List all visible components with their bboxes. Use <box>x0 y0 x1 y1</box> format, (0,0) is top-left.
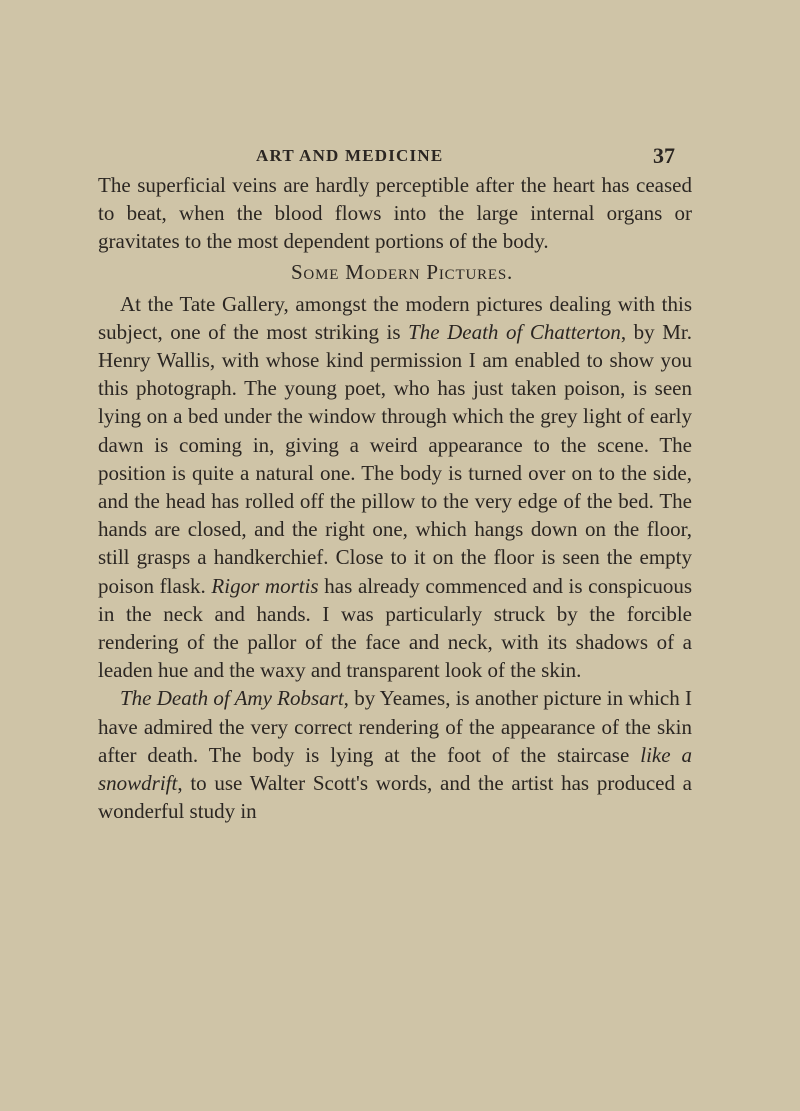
paragraph-3 <box>98 684 692 825</box>
paragraph-3-text-a: , by Yeames, is another picture in which I have admired the very correct rendering of the appearance of the skin after death. The body is lying at the foot of the staircase <box>98 686 692 767</box>
scott-quote: like a snowdrift <box>98 742 693 796</box>
page-number: 37 <box>653 143 675 168</box>
paragraph-3-text-b: , to use Walter Scott's words, and the artist has produced a wonderful study in <box>98 771 692 824</box>
paragraph-2-text-c: has already commenced and is conspicuous in the neck and hands. I was particularly struck by the forcible rendering of the pallor of the face and neck, with its shadows of a leaden hue and the waxy and transparent look of the skin. <box>98 573 693 683</box>
painting-title-chatterton: The Death of Chatterton <box>408 319 621 344</box>
latin-term: Rigor mortis <box>211 573 319 598</box>
paragraph-2-text-a: At the Tate Gallery, amongst the modern pictures dealing with this subject, one of the most striking is <box>98 291 692 344</box>
running-title: ART AND MEDICINE <box>256 146 444 165</box>
paragraph-2-text-b: , by Mr. Henry Wallis, with whose kind permission I am enabled to show you this photograph. The young poet, who has just taken poison, is seen lying on a bed under the window through which the grey light of early dawn is coming in, giving a weird appearance to the scene. The position is quite a natural one. The body is turned over on to the side, and the head has rolled off the pillow to the very edge of the bed. The hands are closed, and the right one, which hangs down on the floor, still grasps a handkerchief. Close to it on the floor is seen the empty poison flask. <box>98 319 692 598</box>
body-text <box>98 171 692 825</box>
painting-title-amy-robsart: The Death of Amy Robsart <box>120 686 344 711</box>
paragraph-2 <box>98 290 692 685</box>
paragraph-1: The superficial veins are hardly perceptible after the heart has ceased to beat, when the blood flows into the large internal organs or gravitates to the most dependent portions of the body. <box>98 173 692 254</box>
section-heading: Some Modern Pictures. <box>290 259 514 284</box>
